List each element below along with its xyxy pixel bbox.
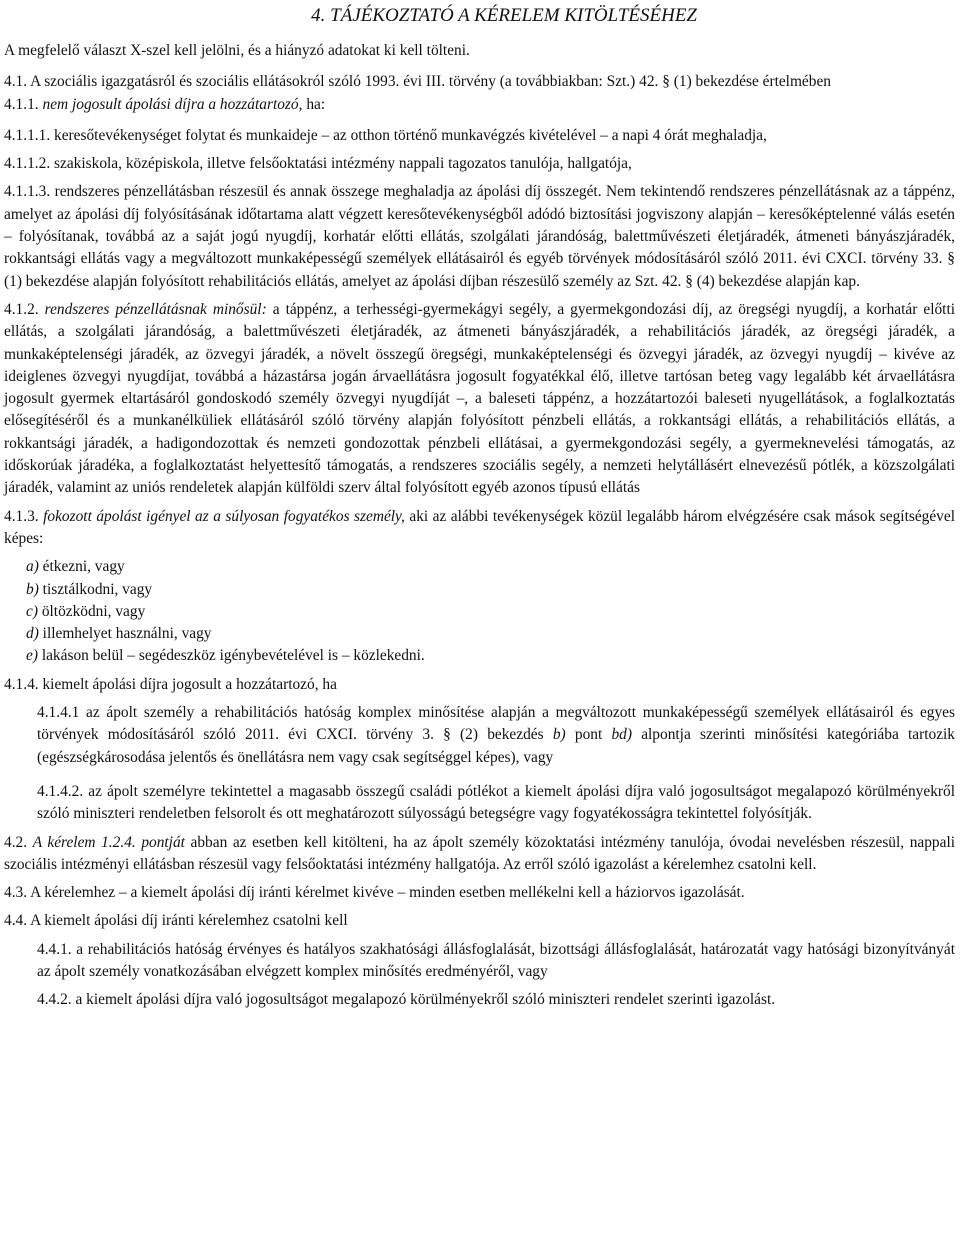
section-number: 4.1.1. — [4, 95, 39, 113]
section-4-2 — [4, 832, 955, 877]
section-4-1-3 — [4, 506, 955, 551]
section-4-3: 4.3. A kérelemhez – a kiemelt ápolási díj iránti kérelmet kivéve – minden esetben mellékelni kell a háziorvos igazolását. — [4, 884, 745, 902]
list-item: b) tisztálkodni, vagy — [26, 580, 153, 598]
italic-term: fokozott ápolást igényel az a súlyosan fogyatékos személy, — [43, 507, 405, 525]
list-item: e) lakáson belül – segédeszköz igénybevételével is – közlekedni. — [26, 647, 425, 665]
section-4-1-1-3: 4.1.1.3. rendszeres pénzellátásban részesül és annak összege meghaladja az ápolási díj összegét. Nem tekintendő rendszeres pénzellátásnak az a táppénz, amelyet az ápolási díj folyósításának időtartama alatt végzett keresőtevékenységből adódó biztosítási jogviszony alapján – keresőképtelenné válás esetén – folyósítanak, továbbá az a saját jogú nyugdíj, korhatár előtti ellátás, szolgálati járandóság, balettművészeti életjáradék, átmeneti bányászjáradék, rokkantsági ellátás vagy a megváltozott munkaképességű személyek ellátásairól és egyéb törvények módosításáról szóló 2011. évi CXCI. törvény 33. § (1) bekezdése alapján folyósított rehabilitációs ellátás, amelyet az ápolási díjban részesülő személy az Szt. 42. § (4) bekezdése alapján kap. — [4, 183, 955, 290]
section-text: a táppénz, a terhességi-gyermekágyi segély, a gyermekgondozási díj, az öregségi nyugdíj, a korhatár előtti ellátás, a szolgálati járandóság, a balettművészeti életjáradék, az átmeneti bányászjáradék, a rehabilitációs járadék, az öregségi járadék, a munkaképtelenségi járadék, az özvegyi járadék, a növelt összegű öregségi, munkaképtelenségi és özvegyi járadék, az özvegyi nyugdíj – kivéve az ideiglenes özvegyi nyugdíjat, továbbá a házastársa jogán árvaellátásra jogosult fogyatékkal élő, illetve tartósan beteg vagy legalább két árvaellátásra jogosult gyermek eltartásáról gondoskodó személy özvegyi nyugdíját –, a baleseti táppénz, a hozzátartozói baleseti nyugellátások, a foglalkoztatás elősegítéséről és a munkanélküliek ellátásáról szóló törvény alapján folyósított pénzbeli ellátás, a rokkantsági ellátás, a rehabilitációs ellátás, a rokkantsági járadék, a hadigondozottak és nemzeti gondozottak pénzbeli ellátásai, a gyermekgondozási segély, a gyermeknevelési támogatás, az időskorúak járadéka, a foglalkoztatást helyettesítő támogatás, a rendszeres szociális segély, a nemzeti helytállásért elnevezésű pótlék, a közszolgálati járadék, valamint az uniós rendeletek alapján külföldi szerv által folyósított egyéb azonos típusú ellátás — [4, 300, 955, 497]
italic-term: rendszeres pénzellátásnak minősül: — [44, 300, 267, 318]
section-number: 4.2. — [4, 833, 28, 851]
section-text: ha: — [302, 95, 326, 113]
list-item: d) illemhelyet használni, vagy — [26, 625, 212, 643]
section-4-1-1 — [4, 94, 955, 116]
section-text: aki az alábbi tevékenységek közül legalább három elvégzésére csak mások segítségével képes: — [4, 507, 955, 547]
activity-list — [26, 556, 955, 667]
italic-term: A kérelem 1.2.4. pontját — [32, 833, 185, 851]
section-text: abban az esetben kell kitölteni, ha az ápolt személy közoktatási intézmény tanulója, óvodai nevelésben részesül, nappali szociális intézményi ellátásban részesül vagy felsőoktatási intézmény hallgatója. Az erről szóló igazolást a kérelemhez csatolni kell. — [4, 833, 956, 873]
section-4-1-4-2: 4.1.4.2. az ápolt személyre tekintettel a magasabb összegű családi pótlékot a kiemelt ápolási díjra való jogosultságot megalapozó körülményekről szóló miniszteri rendeletben felsorolt és ott meghatározott súlyosságú betegségre vagy fogyatékosságra tekintettel folyósítják. — [37, 782, 955, 823]
list-item: a) étkezni, vagy — [26, 558, 125, 576]
section-4-4-1: 4.4.1. a rehabilitációs hatóság érvényes és hatályos szakhatósági állásfoglalását, bizottsági állásfoglalását, határozatát vagy hatósági bizonyítványát az ápolt személy vonatkozásában elvégzett komplex minősítés eredményéről, vagy — [37, 940, 955, 980]
section-4-4: 4.4. A kiemelt ápolási díj iránti kérelemhez csatolni kell — [4, 912, 348, 930]
section-4-1-4: 4.1.4. kiemelt ápolási díjra jogosult a hozzátartozó, ha — [4, 675, 337, 693]
section-4-1-1-2: 4.1.1.2. szakiskola, középiskola, illetve felsőoktatási intézmény nappali tagozatos tanulója, hallgatója, — [4, 155, 632, 173]
section-4-1: 4.1. A szociális igazgatásról és szociális ellátásokról szóló 1993. évi III. törvény (a továbbiakban: Szt.) 42. § (1) bekezdése értelmében — [4, 73, 831, 91]
page-title: 4. TÁJÉKOZTATÓ A KÉRELEM KITÖLTÉSÉHEZ — [311, 5, 697, 26]
section-4-1-1-1: 4.1.1.1. keresőtevékenységet folytat és munkaideje – az otthon történő munkavégzés kivételével – a napi 4 órát meghaladja, — [4, 126, 767, 144]
italic-term: nem jogosult ápolási díjra a hozzátartozó, — [42, 95, 303, 113]
intro-text: A megfelelő választ X-szel kell jelölni, és a hiányzó adatokat ki kell tölteni. — [4, 42, 470, 59]
section-number: 4.1.3. — [4, 507, 39, 525]
section-4-4-2: 4.4.2. a kiemelt ápolási díjra való jogosultságot megalapozó körülményekről szóló miniszteri rendelet szerinti igazolást. — [37, 991, 776, 1009]
section-4-1-2 — [4, 299, 955, 500]
section-4-1-4-1: 4.1.4.1 az ápolt személy a rehabilitációs hatóság komplex minősítése alapján a megváltozott munkaképességű személyek ellátásairól és egyes törvények módosításáról szóló 2011. évi CXCI. törvény 3. § (2) bekezdés b) pont bd) alpontja szerinti minősítési kategóriába tartozik (egészségkárosodása jelentős és önellátásra nem vagy csak segítséggel képes), vagy — [37, 704, 955, 766]
list-item: c) öltözködni, vagy — [26, 602, 146, 620]
section-number: 4.1.2. — [4, 300, 39, 318]
